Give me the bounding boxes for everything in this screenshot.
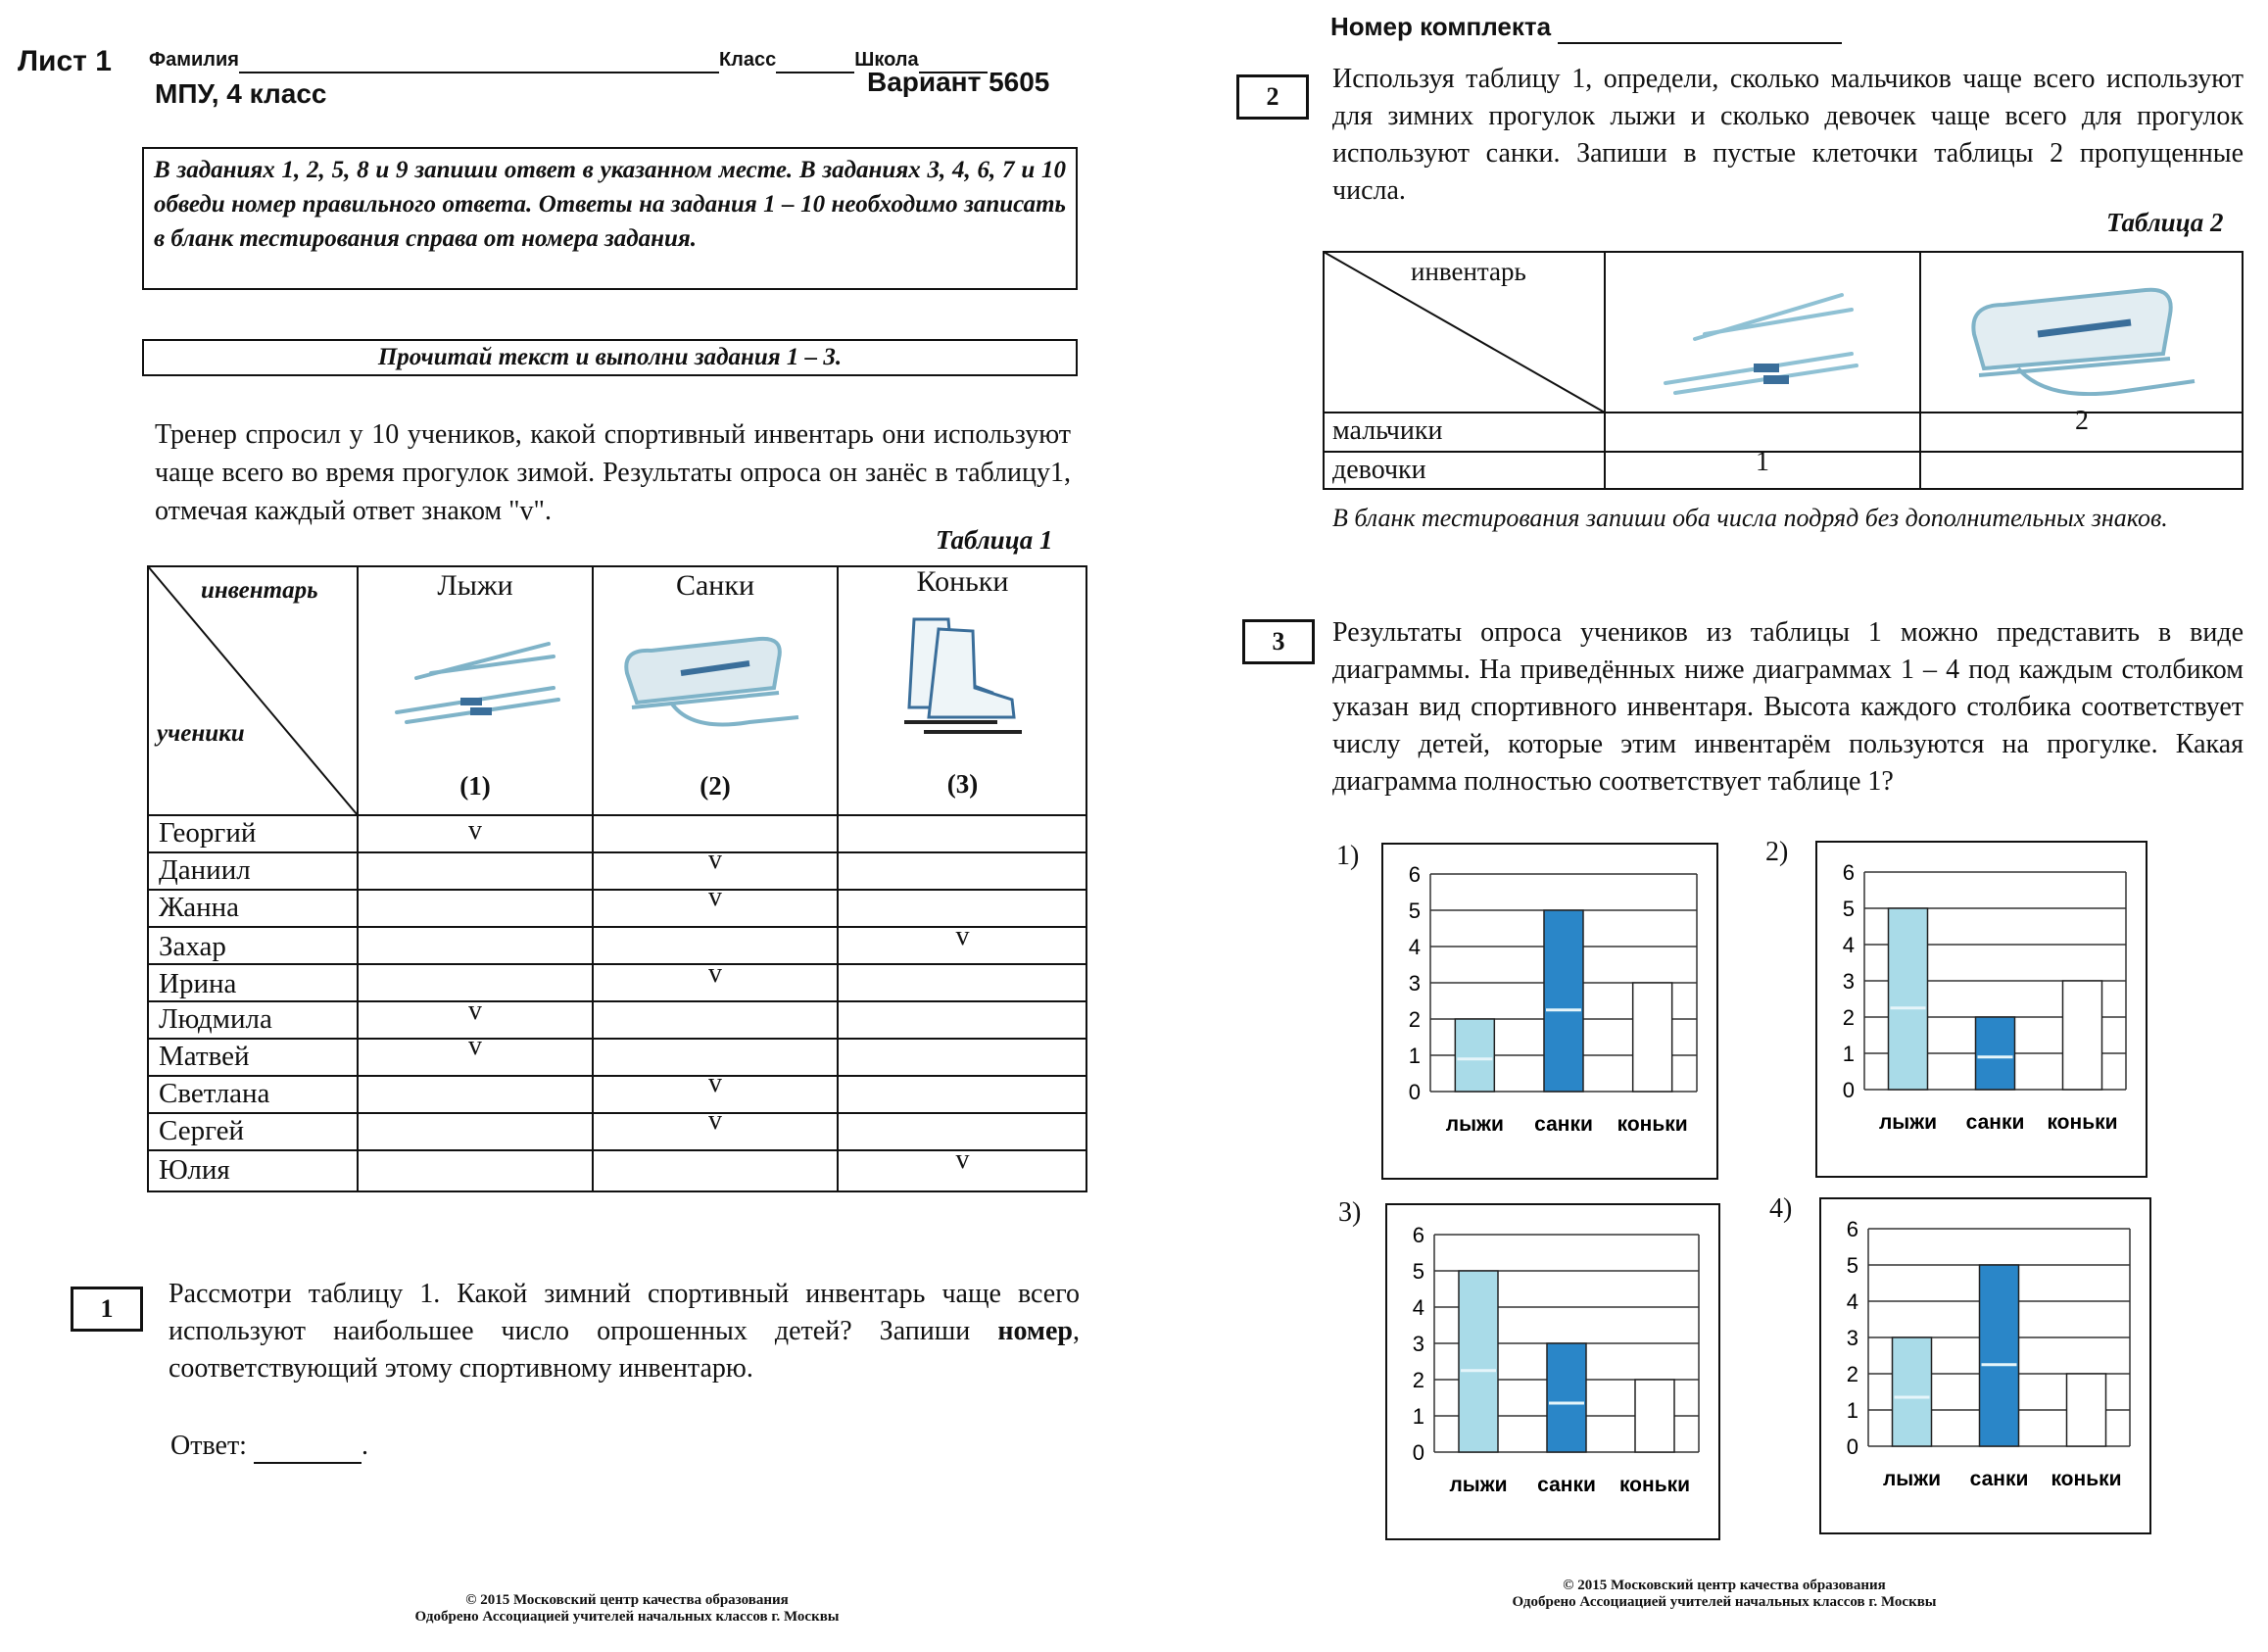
y-tick-label: 6	[1408, 862, 1421, 887]
y-tick-label: 6	[1842, 860, 1855, 885]
surname-label: Фамилия	[149, 49, 239, 71]
footer-line1: © 2015 Московский центр качества образования	[1563, 1578, 1886, 1593]
chart-1-svg	[1383, 845, 1716, 1178]
mark-cell: v	[708, 845, 722, 875]
bar-лыжи	[1889, 908, 1928, 1090]
bar-лыжи	[1893, 1337, 1932, 1446]
y-tick-label: 4	[1408, 935, 1421, 959]
answer-field[interactable]	[254, 1431, 362, 1464]
bar-лыжи	[1455, 1019, 1494, 1092]
sheet-label: Лист 1	[18, 45, 112, 77]
bar-санки	[1547, 1343, 1586, 1452]
table1-corner-bottom: ученики	[157, 720, 245, 747]
chart-2	[1815, 841, 2147, 1178]
col-name-skates: Коньки	[916, 565, 1009, 598]
table-row	[147, 958, 1087, 1001]
student-name: Людмила	[159, 1003, 272, 1035]
task1-text-bold: номер	[997, 1316, 1073, 1346]
task3-number: 3	[1242, 619, 1315, 664]
intro-text: Тренер спросил у 10 учеников, какой спортивный инвентарь они используют чаще всего во время прогулок зимой. Результаты опроса он занёс в таблицу1, отмечая каждый ответ знаком "v".	[155, 419, 1071, 526]
bar-санки	[1980, 1265, 2019, 1446]
y-tick-label: 5	[1408, 899, 1421, 923]
y-tick-label: 0	[1412, 1440, 1424, 1465]
student-name: Юлия	[159, 1154, 230, 1186]
left-footer	[343, 1592, 911, 1626]
y-tick-label: 4	[1846, 1289, 1858, 1314]
sled-icon	[612, 619, 818, 737]
student-name: Светлана	[159, 1078, 270, 1109]
footer-line2: Одобрено Ассоциацией учителей начальных классов г. Москвы	[1512, 1594, 1937, 1610]
chart-1	[1381, 843, 1718, 1180]
table2-row-label: девочки	[1332, 455, 1426, 485]
chart-3	[1385, 1203, 1720, 1540]
student-name: Ирина	[159, 968, 237, 999]
instructions-text: В заданиях 1, 2, 5, 8 и 9 запиши ответ в указанном месте. В заданиях 3, 4, 6, 7 и 10 обведи номер правильного ответа. Ответы на задания 1 – 10 необходимо записать в бланк тестирования справа от номера задания.	[154, 157, 1066, 252]
table2-caption: Таблица 2	[2106, 208, 2224, 237]
task1-text	[169, 1276, 1080, 1387]
chart-label	[1769, 1193, 1792, 1225]
mark-cell: v	[708, 1068, 722, 1098]
col-number-skis: (1)	[459, 771, 491, 801]
y-tick-label: 5	[1412, 1259, 1424, 1284]
student-name: Захар	[159, 931, 226, 962]
y-tick-label: 3	[1412, 1332, 1424, 1356]
student-name: Сергей	[159, 1115, 244, 1146]
student-name: Матвей	[159, 1041, 250, 1072]
read-task-box	[142, 339, 1078, 376]
chart-3-svg	[1387, 1205, 1718, 1538]
bar-санки	[1976, 1017, 2015, 1090]
chart-label	[1765, 837, 1788, 868]
y-tick-label: 6	[1846, 1217, 1858, 1241]
x-tick-label: санки	[1537, 1474, 1596, 1496]
bar-коньки	[1633, 983, 1672, 1092]
table1-caption: Таблица 1	[936, 525, 1053, 555]
x-tick-label: лыжи	[1449, 1474, 1508, 1496]
read-task-text: Прочитай текст и выполни задания 1 – 3.	[377, 344, 843, 370]
col-number-sled: (2)	[700, 771, 731, 801]
skis-icon	[377, 619, 573, 737]
y-tick-label: 3	[1846, 1326, 1858, 1350]
student-name: Георгий	[159, 817, 257, 849]
instructions-box	[142, 147, 1078, 290]
mark-cell: v	[708, 882, 722, 912]
surname-field[interactable]	[239, 49, 719, 73]
table1	[147, 565, 1087, 1192]
mark-cell: v	[708, 1105, 722, 1136]
mark-cell: v	[955, 921, 970, 951]
task2-number: 2	[1236, 74, 1309, 120]
table-row	[147, 996, 1087, 1039]
x-tick-label: санки	[1969, 1468, 2029, 1490]
y-tick-label: 3	[1408, 971, 1421, 996]
task2-text: Используя таблицу 1, определи, сколько мальчиков чаще всего используют для зимних прогулок лыжи и сколько девочек чаще всего для прогулок используют санки. Запиши в пустые клеточки таблицы 2 пропущенные числа.	[1332, 64, 2244, 206]
bar-коньки	[2063, 981, 2102, 1090]
y-tick-label: 1	[1846, 1398, 1858, 1423]
x-tick-label: санки	[1534, 1113, 1593, 1136]
kit-number-field[interactable]	[1558, 12, 1842, 44]
kit-label	[1330, 12, 1842, 44]
right-footer	[1450, 1578, 1999, 1611]
mark-cell: v	[468, 1031, 482, 1061]
variant-label: Вариант 5605	[867, 67, 1050, 97]
y-tick-label: 3	[1842, 969, 1855, 994]
kit-label-text: Номер комплекта	[1330, 12, 1552, 41]
footer-line2: Одобрено Ассоциацией учителей начальных классов г. Москвы	[414, 1609, 840, 1625]
chart-3-label: 3)	[1338, 1197, 1362, 1228]
right-page	[1215, 0, 2268, 1652]
col-header-skates	[838, 565, 1087, 815]
x-tick-label: коньки	[2051, 1468, 2122, 1490]
x-tick-label: коньки	[1618, 1474, 1691, 1496]
table2-cell[interactable]: 1	[1756, 447, 1769, 477]
task1-text-b: , соответствующий этому спортивному инвентарю.	[169, 1316, 1080, 1384]
class-label: Класс	[718, 49, 777, 71]
x-tick-label: санки	[1965, 1111, 2025, 1134]
skis-icon	[1636, 266, 1871, 403]
table2-corner: инвентарь	[1411, 257, 1526, 286]
left-page	[0, 0, 1127, 1652]
chart-label	[1336, 841, 1359, 872]
surname-line	[149, 49, 988, 73]
chart-1-label: 1)	[1336, 841, 1360, 871]
x-tick-label: коньки	[1617, 1113, 1688, 1136]
chart-2-svg	[1817, 843, 2146, 1176]
y-tick-label: 6	[1412, 1223, 1424, 1247]
chart-4-label: 4)	[1769, 1193, 1793, 1224]
school-label: Школа	[854, 49, 919, 71]
chart-label	[1338, 1197, 1361, 1229]
class-field[interactable]	[776, 49, 854, 73]
mark-cell: v	[468, 815, 482, 846]
footer-line1: © 2015 Московский центр качества образования	[465, 1592, 789, 1608]
x-tick-label: лыжи	[1882, 1468, 1942, 1490]
task1-text-a: Рассмотри таблицу 1. Какой зимний спортивный инвентарь чаще всего используют наибольшее число опрошенных детей? Запиши	[169, 1279, 1080, 1346]
sled-icon	[1950, 266, 2214, 403]
y-tick-label: 0	[1846, 1434, 1858, 1459]
col-number-skates: (3)	[946, 769, 979, 799]
y-tick-label: 1	[1412, 1404, 1424, 1429]
task1-answer: Ответ: .	[170, 1431, 368, 1464]
mark-cell: v	[468, 996, 482, 1026]
subject-label: МПУ, 4 класс	[155, 78, 327, 109]
y-tick-label: 5	[1846, 1253, 1858, 1278]
y-tick-label: 2	[1412, 1368, 1424, 1392]
col-name-skis: Лыжи	[437, 569, 513, 602]
x-tick-label: лыжи	[1878, 1111, 1938, 1134]
y-tick-label: 4	[1412, 1295, 1424, 1320]
chart-4	[1819, 1197, 2151, 1534]
col-header-skis	[358, 565, 593, 815]
table2	[1323, 251, 2244, 490]
y-tick-label: 5	[1842, 897, 1855, 921]
table-row	[147, 1144, 1087, 1191]
chart-2-label: 2)	[1765, 837, 1789, 867]
x-tick-label: лыжи	[1445, 1113, 1504, 1136]
task3-text: Результаты опроса учеников из таблицы 1 можно представить в виде диаграммы. На приведённых ниже диаграммах 1 – 4 под каждым столбиком указан вид спортивного инвентаря. Высота каждого столбика соответствует числу детей, которые этим инвентарём пользуются на прогулке. Какая диаграмма полностью соответствует таблице 1?	[1332, 617, 2244, 797]
y-tick-label: 1	[1408, 1044, 1421, 1068]
y-tick-label: 1	[1842, 1042, 1855, 1066]
table2-row-label: мальчики	[1332, 415, 1443, 446]
bar-лыжи	[1459, 1271, 1498, 1452]
bar-коньки	[1635, 1380, 1674, 1452]
y-tick-label: 2	[1408, 1007, 1421, 1032]
mark-cell: v	[708, 958, 722, 989]
table1-corner-top: инвентарь	[201, 577, 318, 604]
chart-4-svg	[1821, 1199, 2149, 1532]
mark-cell: v	[955, 1144, 970, 1175]
y-tick-label: 4	[1842, 933, 1855, 957]
table2-cell[interactable]: 2	[2075, 406, 2089, 436]
col-header-sled	[593, 565, 838, 815]
y-tick-label: 0	[1408, 1080, 1421, 1104]
bar-санки	[1544, 910, 1583, 1092]
answer-label: Ответ:	[170, 1431, 247, 1461]
y-tick-label: 2	[1842, 1005, 1855, 1030]
task1-number: 1	[71, 1287, 143, 1332]
student-name: Жанна	[159, 892, 240, 923]
x-tick-label: коньки	[2047, 1111, 2118, 1134]
skates-icon	[885, 609, 1041, 747]
student-name: Даниил	[159, 854, 251, 886]
col-name-sled: Санки	[675, 569, 754, 602]
task2-note: В бланк тестирования запиши оба числа подряд без дополнительных знаков.	[1332, 504, 2168, 532]
y-tick-label: 0	[1842, 1078, 1855, 1102]
bar-коньки	[2067, 1374, 2106, 1446]
y-tick-label: 2	[1846, 1362, 1858, 1386]
